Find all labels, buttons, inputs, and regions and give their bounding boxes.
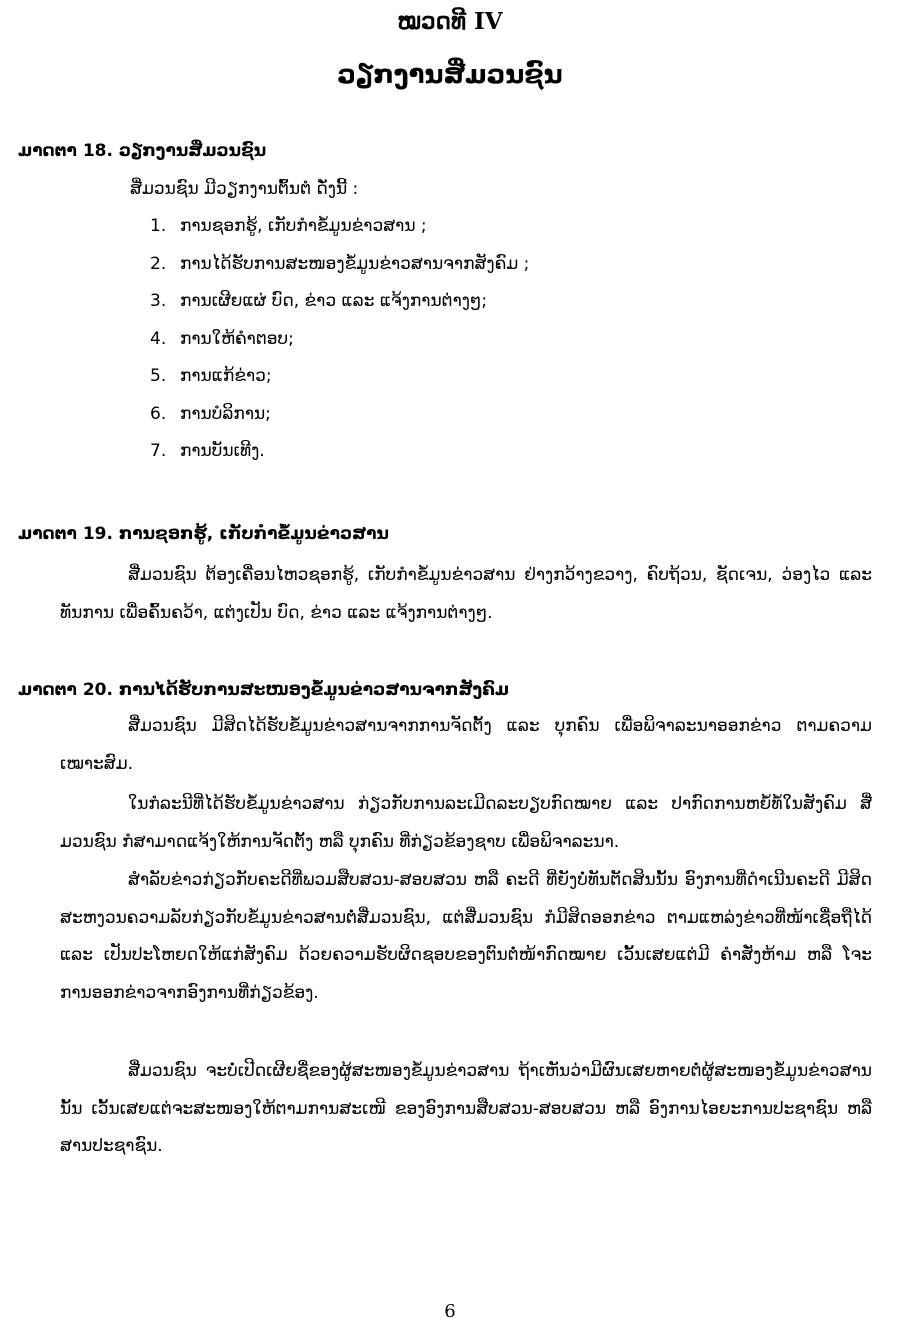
list-item-number: 1.: [150, 216, 167, 236]
article-20-paragraph-3: ສໍາລັບຂ່າວກ່ຽວກັບຄະດີທີ່ພວມສືບສວນ-ສອບສວນ ຫລື ຄະດີ ທີ່ຍັງບໍ່ທັນຕັດສິນນັ້ນ ອົງການທີ່ດໍາເນີນຄະດີ ມີສິດສະຫງວນຄວາມລັບກ່ຽວກັບຂໍ້ມູນຂ່າວສານຕໍ່ສື່ມວນຊົນ, ແຕ່ສື່ມວນຊົນ ກໍມີສິດອອກຂ່າວ ຕາມແຫລ່ງຂ່າວທີ່ໜ້າເຊື່ອຖືໄດ້ ແລະ ເປັນປະໂຫຍດໃຫ້ແກ່ສັງຄົມ ດ້ວຍຄວາມຮັບຜິດຊອບຂອງຕົນຕໍ່ໜ້າກົດໝາຍ ເວັ້ນເສຍແຕ່ມີ ຄໍາສັ່ງຫ້າມ ຫລື ໂຈະ ການອອກຂ່າວຈາກອົງການທີ່ກ່ຽວຂ້ອງ.: [60, 870, 872, 1003]
list-item-text: ການແກ້ຂ່າວ;: [180, 366, 272, 386]
list-item-text: ການບໍລິການ;: [180, 403, 271, 424]
article-20-paragraph-2: ໃນກໍລະນີທີ່ໄດ້ຮັບຂໍ້ມູນຂ່າວສານ ກ່ຽວກັບການລະເມີດລະບຽບກົດໝາຍ ແລະ ປາກົດການຫຍໍ້ທໍ້ໃນສັງຄົມ ສື່ມວນຊົນ ກໍສາມາດແຈ້ງໃຫ້ການຈັດຕັ້ງ ຫລື ບຸກຄົນ ທີ່ກ່ຽວຂ້ອງຊາບ ເພື່ອພິຈາລະນາ.: [60, 794, 872, 852]
chapter-title: ວຽກງານສື່ມວນຊົນ: [337, 60, 563, 90]
article-20-title: ມາດຕາ 20. ການໄດ້ຮັບການສະໜອງຂໍ້ມູນຂ່າວສານຈາກສັງຄົມ: [18, 680, 510, 700]
list-item-text: ການໃຫ້ຄໍາຕອບ;: [180, 328, 294, 349]
article-19-title: ມາດຕາ 19. ການຊອກຮູ້, ເກັບກໍາຂໍ້ມູນຂ່າວສານ: [18, 524, 389, 544]
list-item-number: 7.: [150, 441, 167, 461]
list-item: [150, 438, 529, 476]
list-item-number: 3.: [150, 291, 167, 311]
list-item: [150, 401, 529, 439]
article-20-paragraph-1: ສື່ມວນຊົນ ມີສິດໄດ້ຮັບຂໍ້ມູນຂ່າວສານຈາກການຈັດຕັ້ງ ແລະ ບຸກຄົນ ເພື່ອພິຈາລະນາອອກຂ່າວ ຕາມຄວາມເໝາະສົມ.: [60, 716, 872, 774]
list-item: [150, 363, 529, 401]
article-20-paragraph-4: ສື່ມວນຊົນ ຈະບໍ່ເປີດເຜີຍຊື່ຂອງຜູ້ສະໜອງຂໍ້ມູນຂ່າວສານ ຖ້າເຫັນວ່າມີຜົນເສຍຫາຍຕໍ່ຜູ້ສະໜອງຂໍ້ມູນຂ່າວສານນັ້ນ ເວັ້ນເສຍແຕ່ຈະສະໜອງໃຫ້ຕາມການສະເໜີ ຂອງອົງການສືບສວນ-ສອບສວນ ຫລື ອົງການໄອຍະການປະຊາຊົນ ຫລື ສານປະຊາຊົນ.: [60, 1061, 872, 1156]
list-item-number: 6.: [150, 403, 167, 424]
list-item-text: ການໄດ້ຮັບການສະໜອງຂໍ້ມູນຂ່າວສານຈາກສັງຄົມ ;: [180, 253, 530, 274]
list-item-text: ການບັນເທີງ.: [180, 441, 265, 461]
list-item-text: ການຊອກຮູ້, ເກັບກໍາຂໍ້ມູນຂ່າວສານ ;: [180, 216, 427, 236]
list-item-text: ການເຜີຍແຜ່ ບົດ, ຂ່າວ ແລະ ແຈ້ງການຕ່າງໆ;: [180, 291, 488, 311]
list-item-number: 5.: [150, 366, 167, 386]
list-item-number: 2.: [150, 253, 167, 274]
list-item: [150, 251, 529, 289]
list-item: [150, 288, 529, 326]
list-item: [150, 213, 529, 251]
list-item: [150, 326, 529, 364]
list-item-number: 4.: [150, 328, 167, 349]
article-18-title: ມາດຕາ 18. ວຽກງານສື່ມວນຊົນ: [18, 141, 267, 161]
page-number: 6: [444, 1301, 456, 1322]
chapter-heading: ໝວດທີ IV: [397, 8, 503, 35]
article-18-list: [150, 213, 529, 476]
article-19-paragraph: ສື່ມວນຊົນ ຕ້ອງເຄື່ອນໄຫວຊອກຮູ້, ເກັບກໍາຂໍ້ມູນຂ່າວສານ ຢ່າງກວ້າງຂວາງ, ຄົບຖ້ວນ, ຊັດເຈນ, ວ່ອງໄວ ແລະ ທັນການ ເພື່ອຄົ້ນຄວ້າ, ແຕ່ງເປັນ ບົດ, ຂ່າວ ແລະ ແຈ້ງການຕ່າງໆ.: [60, 565, 872, 623]
article-18-intro: ສື່ມວນຊົນ ມີວຽກງານຕົ້ນຕໍ ດັ່ງນີ້ :: [130, 179, 359, 199]
